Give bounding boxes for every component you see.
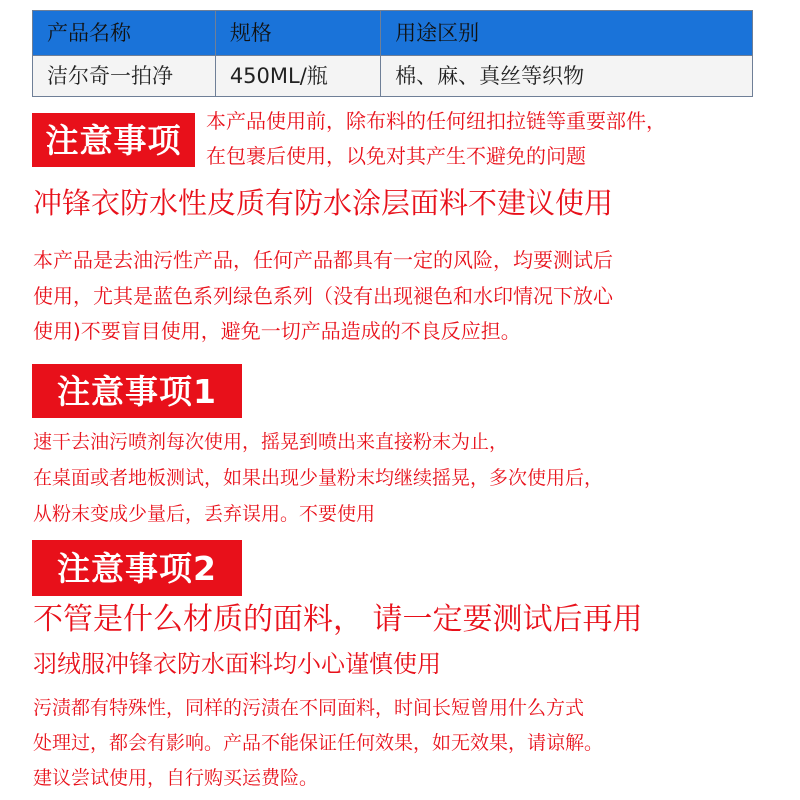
header-usage: 用途区别 bbox=[381, 11, 753, 56]
notice-line: 从粉末变成少量后，丢弃误用。不要使用 bbox=[33, 503, 376, 525]
notice-paragraph-line: 使用)不要盲目使用，避免一切产品造成的不良反应担。 bbox=[33, 319, 521, 343]
notice-paragraph-line: 建议尝试使用，自行购买运费险。 bbox=[33, 767, 319, 789]
cell-usage: 棉、麻、真丝等织物 bbox=[381, 56, 753, 97]
spec-table-header-row bbox=[33, 11, 753, 56]
cell-spec: 450ML/瓶 bbox=[215, 56, 380, 97]
header-product-name: 产品名称 bbox=[33, 11, 216, 56]
notice-line: 在包裹后使用，以免对其产生不避免的问题 bbox=[206, 144, 586, 168]
notice-paragraph-line: 本产品是去油污性产品，任何产品都具有一定的风险，均要测试后 bbox=[33, 248, 613, 272]
spec-table bbox=[32, 10, 753, 97]
notice-badge: 注意事项 bbox=[32, 113, 195, 167]
notice-line: 速干去油污喷剂每次使用，摇晃到喷出来直接粉末为止， bbox=[33, 431, 509, 453]
notice-line: 本产品使用前，除布料的任何纽扣拉链等重要部件， bbox=[206, 109, 666, 133]
notice-line: 在桌面或者地板测试，如果出现少量粉末均继续摇晃，多次使用后， bbox=[33, 467, 604, 489]
notice-badge: 注意事项2 bbox=[32, 540, 242, 596]
notice-headline: 不管是什么材质的面料， 请一定要测试后再用 bbox=[33, 602, 643, 637]
notice-headline: 冲锋衣防水性皮质有防水涂层面料不建议使用 bbox=[33, 186, 614, 220]
table-row bbox=[33, 56, 753, 97]
notice-paragraph-line: 使用，尤其是蓝色系列绿色系列（没有出现褪色和水印情况下放心 bbox=[33, 284, 613, 308]
notice-subheadline: 羽绒服冲锋衣防水面料均小心谨慎使用 bbox=[33, 650, 441, 678]
cell-product-name: 洁尔奇一拍净 bbox=[33, 56, 216, 97]
notice-paragraph-line: 污渍都有特殊性，同样的污渍在不同面料，时间长短曾用什么方式 bbox=[33, 697, 585, 719]
notice-badge: 注意事项1 bbox=[32, 364, 242, 418]
notice-paragraph-line: 处理过，都会有影响。产品不能保证任何效果，如无效果，请谅解。 bbox=[33, 732, 604, 754]
header-spec: 规格 bbox=[215, 11, 380, 56]
